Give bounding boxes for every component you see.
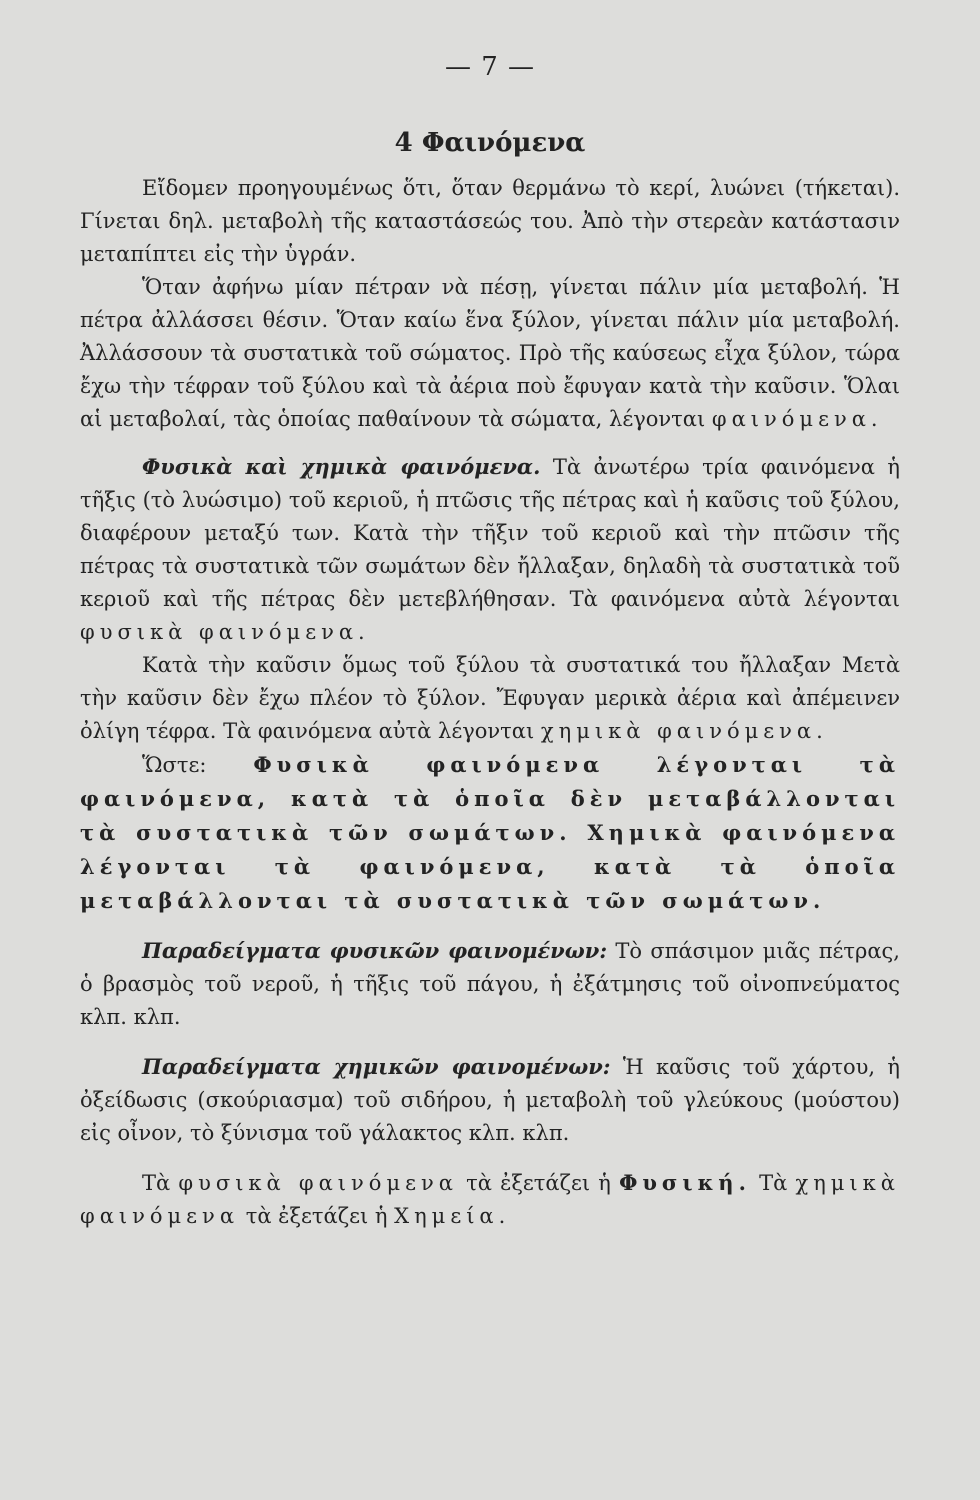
paragraph-3: Φυσικὰ καὶ χημικὰ φαινόμενα. Τὰ ἀνωτέρω τρία φαινόμενα ἡ τῆξις (τὸ λυώσιμο) τοῦ κεριοῦ, ἡ πτῶσις τῆς πέτρας καὶ ἡ καῦσις τοῦ ξύλου, διαφέρουν μεταξύ των. Κατὰ τὴν τῆξιν τοῦ κεριοῦ καὶ τὴν πτῶσιν τῆς πέτρας τὰ συστατικὰ τῶν σωμάτων δὲν ἤλλαξαν, δηλαδὴ τὰ συστατικὰ τοῦ κεριοῦ καὶ τῆς πέτρας δὲν μετεβλήθησαν. Τὰ φαινόμενα αὐτὰ λέγονται φυσικὰ φαινόμενα. [80,454,900,644]
paragraph-1: Εἴδομεν προηγουμένως ὅτι, ὅταν θερμάνω τὸ κερί, λυώνει (τήκεται). Γίνεται δηλ. μεταβολὴ τῆς καταστάσεώς του. Ἀπὸ τὴν στερεὰν κατάστασιν μεταπίπτει εἰς τὴν ὑγράν. [80,176,900,266]
spaced-term: Χημεία. [394,1204,511,1228]
body-text [80,172,900,1233]
paragraph-6: Παραδείγματα φυσικῶν φαινομένων: Τὸ σπάσιμον μιᾶς πέτρας, ὁ βρασμὸς τοῦ νεροῦ, ἡ τῆξις τοῦ πάγου, ἡ ἐξάτμησις τοῦ οἰνοπνεύματος κλπ. κλπ. [80,938,900,1029]
spaced-definition: Φυσικὰ φαινόμενα λέγονται τὰ φαινόμενα, κατὰ τὰ ὁποῖα δὲν μεταβάλλονται τὰ συστατικὰ τῶν σωμάτων. Χημικὰ φαινόμενα λέγονται τὰ φαινόμενα, κατὰ τὰ ὁποῖα μεταβάλλονται τὰ συστατικὰ τῶν σωμάτων. [80,752,900,913]
spaced-term: φυσικὰ φαινόμενα [178,1171,458,1195]
paragraph-7: Παραδείγματα χημικῶν φαινομένων: Ἡ καῦσις τοῦ χάρτου, ἡ ὀξείδωσις (σκούριασμα) τοῦ σιδήρου, ἡ μεταβολὴ τοῦ γλεύκους (μούστου) εἰς οἶνον, τὸ ξύνισμα τοῦ γάλακτος κλπ. κλπ. [80,1054,900,1145]
paragraph-2: Ὅταν ἀφήνω μίαν πέτραν νὰ πέσῃ, γίνεται πάλιν μία μεταβολή. Ἡ πέτρα ἀλλάσσει θέσιν. Ὅταν καίω ἕνα ξύλον, γίνεται πάλιν μία μεταβολή. Ἀλλάσσουν τὰ συστατικὰ τοῦ σώματος. Πρὸ τῆς καύσεως εἶχα ξύλον, τώρα ἔχω τὴν τέφραν τοῦ ξύλου καὶ τὰ ἀέρια ποὺ ἔφυγαν κατὰ τὴν καῦσιν. Ὅλαι αἱ μεταβολαί, τὰς ὁποίας παθαίνουν τὰ σώματα, λέγονται φαινόμενα. [80,275,900,431]
paragraph-8: Τὰ φυσικὰ φαινόμενα τὰ ἐξετάζει ἡ Φυσική. Τὰ χημικὰ φαινόμενα τὰ ἐξετάζει ἡ Χημεία. [80,1170,900,1228]
paragraph-4: Κατὰ τὴν καῦσιν ὅμως τοῦ ξύλου τὰ συστατικά του ἤλλαξαν Μετὰ τὴν καῦσιν δὲν ἔχω πλέον τὸ ξύλον. Ἔφυγαν μερικὰ ἀέρια καὶ ἀπέμεινεν ὀλίγη τέφρα. Τὰ φαινόμενα αὐτὰ λέγονται χημικὰ φαινόμενα. [80,653,900,743]
spaced-term: φυσικὰ φαινόμενα. [80,620,370,644]
page-number: — 7 — [444,52,536,82]
spaced-term: χημικὰ φαινόμενα. [540,719,828,743]
chapter-title: 4 Φαινόμενα [394,128,586,158]
spaced-term: Φυσική. [619,1170,751,1195]
paragraph-heading: Παραδείγματα χημικῶν φαινομένων: [142,1054,611,1079]
paragraph-5: Ὥστε: Φυσικὰ φαινόμενα λέγονται τὰ φαινόμενα, κατὰ τὰ ὁποῖα δὲν μεταβάλλονται τὰ συστατικὰ τῶν σωμάτων. Χημικὰ φαινόμενα λέγονται τὰ φαινόμενα, κατὰ τὰ ὁποῖα μεταβάλλονται τὰ συστατικὰ τῶν σωμάτων. [80,752,900,913]
paragraph-heading: Παραδείγματα φυσικῶν φαινομένων: [142,938,608,963]
spaced-term: φαινόμενα. [711,407,883,431]
spaced-term: χημικὰ φαινόμενα [80,1171,900,1228]
paragraph-heading: Φυσικὰ καὶ χημικὰ φαινόμενα. [142,454,541,479]
